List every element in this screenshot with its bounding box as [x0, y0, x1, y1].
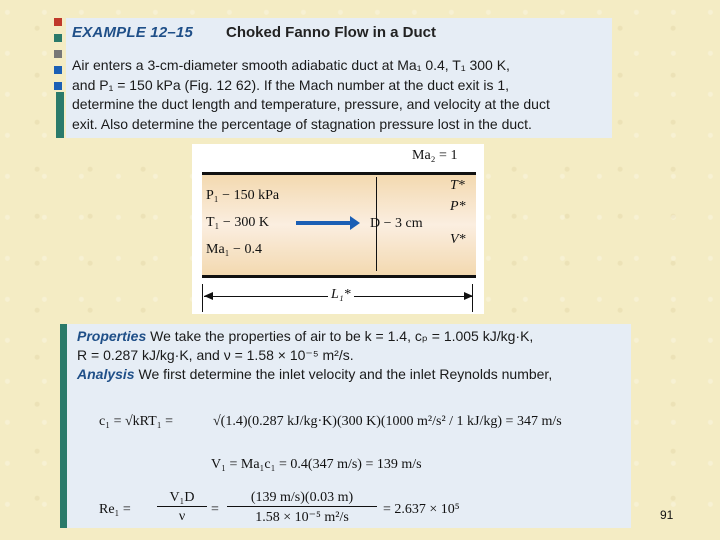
- arrow-right-icon: [464, 292, 473, 300]
- red-square: [54, 18, 62, 26]
- problem-line: exit. Also determine the percentage of stagnation pressure lost in the duct.: [72, 115, 532, 132]
- properties-label: Properties: [77, 328, 147, 344]
- properties-line: [77, 328, 533, 345]
- length-tick-left: [202, 284, 203, 312]
- properties-text-2: R = 0.287 kJ/kg·K, and ν = 1.58 × 10⁻⁵ m²/s.: [77, 347, 354, 363]
- exit-pressure-label: P*: [450, 199, 466, 214]
- problem-line: determine the duct length and temperature, pressure, and velocity at the duct: [72, 96, 550, 112]
- decorative-squares: [54, 18, 64, 98]
- re-equation-lhs: Re₁ =: [99, 502, 131, 517]
- problem-line: and P₁ = 150 kPa (Fig. 12 62). If the Mach number at the duct exit is 1,: [72, 76, 510, 93]
- diameter-label: D − 3 cm: [370, 216, 423, 231]
- analysis-box: [67, 324, 631, 528]
- re-frac2-numerator: (139 m/s)(0.03 m): [227, 490, 377, 507]
- problem-line: Air enters a 3-cm-diameter smooth adiabatic duct at Ma₁ 0.4, T₁ 300 K,: [72, 57, 510, 73]
- re-frac2-denominator: 1.58 × 10⁻⁵ m²/s: [255, 510, 349, 525]
- example-sidebar-bar: [56, 92, 64, 138]
- example-box: [66, 18, 612, 138]
- re-result: = 2.637 × 10⁵: [383, 502, 460, 517]
- analysis-text: We first determine the inlet velocity and the inlet Reynolds number,: [138, 366, 553, 382]
- example-title: Choked Fanno Flow in a Duct: [226, 24, 436, 41]
- exit-mach-label: Ma₂ = 1: [412, 148, 458, 163]
- inlet-pressure-label: P₁ − 150 kPa: [206, 188, 280, 203]
- duct-length-label: L₁*: [328, 287, 354, 303]
- flow-arrow-icon: [350, 216, 360, 230]
- re-equals: =: [211, 502, 219, 517]
- inlet-temperature-label: T₁ − 300 K: [206, 215, 269, 230]
- re-frac1-numerator: V₁D: [157, 490, 207, 507]
- page-number: 91: [660, 508, 674, 522]
- gray-square: [54, 50, 62, 58]
- blue-square: [54, 66, 62, 74]
- example-problem-text: [72, 56, 606, 134]
- analysis-sidebar-bar: [60, 324, 67, 528]
- re-frac1-denominator: ν: [178, 509, 186, 524]
- exit-temperature-label: T*: [450, 178, 465, 193]
- c1-equation-lhs: c₁ = √kRT₁ =: [99, 414, 173, 429]
- arrow-left-icon: [204, 292, 213, 300]
- v1-equation: V₁ = Ma₁c₁ = 0.4(347 m/s) = 139 m/s: [211, 457, 422, 472]
- analysis-label: Analysis: [77, 366, 135, 382]
- duct-diagram: [192, 144, 484, 314]
- flow-arrow-shaft: [296, 221, 352, 225]
- exit-velocity-label: V*: [450, 232, 466, 247]
- blue-square-2: [54, 82, 62, 90]
- green-square: [54, 34, 62, 42]
- example-number: EXAMPLE 12–15: [72, 24, 193, 41]
- properties-text: We take the properties of air to be k = 1.4, cₚ = 1.005 kJ/kg·K,: [150, 328, 534, 344]
- c1-equation-rhs: √(1.4)(0.287 kJ/kg·K)(300 K)(1000 m²/s² / 1 kJ/kg) = 347 m/s: [213, 414, 562, 429]
- analysis-line: [77, 366, 552, 382]
- inlet-mach-label: Ma₁ − 0.4: [206, 242, 262, 257]
